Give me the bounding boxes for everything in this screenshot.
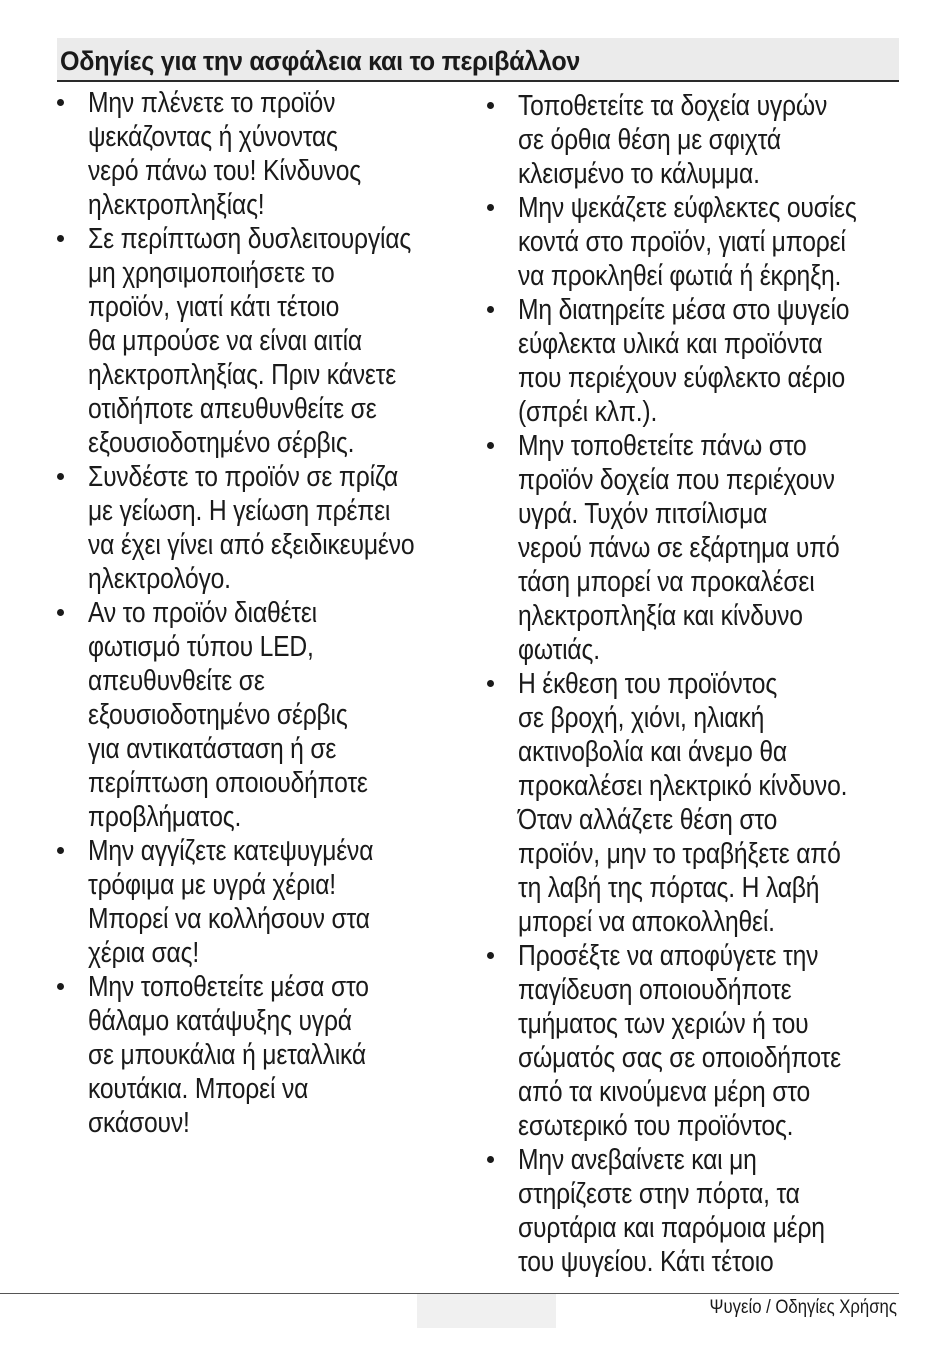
list-item-line: για αντικατάσταση ή σε: [88, 733, 337, 765]
list-item-line: Τοποθετείτε τα δοχεία υγρών: [518, 90, 828, 122]
list-item-line: Σε περίπτωση δυσλειτουργίας: [88, 223, 412, 255]
right-column-list: [487, 89, 917, 1279]
list-item-line: μη χρησιμοποιήσετε το: [88, 257, 335, 289]
list-item-line: νερό πάνω του! Κίνδυνος: [88, 155, 361, 187]
bullet-icon: [487, 952, 494, 959]
list-item-line: μπορεί να αποκολληθεί.: [518, 906, 775, 938]
list-item-line: Μην αγγίζετε κατεψυγμένα: [88, 835, 374, 867]
list-item: [487, 293, 917, 429]
list-item-line: συρτάρια και παρόμοια μέρη: [518, 1212, 825, 1244]
bullet-icon: [487, 1156, 494, 1163]
list-item-line: Συνδέστε το προϊόν σε πρίζα: [88, 461, 399, 493]
footer-page-tab: [417, 1294, 556, 1328]
list-item-line: ψεκάζοντας ή χύνοντας: [88, 121, 338, 153]
left-column-list: [57, 86, 477, 1140]
list-item: [57, 834, 477, 970]
bullet-icon: [487, 306, 494, 313]
bullet-icon: [57, 847, 64, 854]
list-item: [487, 429, 917, 667]
list-item: [57, 596, 477, 834]
list-item-line: εύφλεκτα υλικά και προϊόντα: [518, 328, 823, 360]
list-item-line: χέρια σας!: [88, 937, 200, 969]
list-item-line: να έχει γίνει από εξειδικευμένο: [88, 529, 415, 561]
list-item-line: σε μπουκάλια ή μεταλλικά: [88, 1039, 366, 1071]
bullet-icon: [57, 983, 64, 990]
list-item-line: εξουσιοδοτημένο σέρβις.: [88, 427, 355, 459]
list-item-line: προϊόν, μην το τραβήξετε από: [518, 838, 841, 870]
list-item-line: σώματός σας σε οποιοδήποτε: [518, 1042, 841, 1074]
list-item-line: παγίδευση οποιουδήποτε: [518, 974, 792, 1006]
list-item: [487, 191, 917, 293]
bullet-icon: [57, 473, 64, 480]
list-item: [487, 1143, 917, 1279]
list-item-line: κλεισμένο το κάλυμμα.: [518, 158, 760, 190]
bullet-icon: [487, 204, 494, 211]
bullet-icon: [487, 102, 494, 109]
list-item-line: Μην τοποθετείτε πάνω στο: [518, 430, 807, 462]
list-item-line: του ψυγείου. Κάτι τέτοιο: [518, 1246, 774, 1278]
list-item-line: ακτινοβολία και άνεμο θα: [518, 736, 787, 768]
list-item: [57, 970, 477, 1140]
list-item-line: τρόφιμα με υγρά χέρια!: [88, 869, 336, 901]
list-item-line: θα μπρούσε να είναι αιτία: [88, 325, 363, 357]
list-item: [57, 460, 477, 596]
list-item-line: από τα κινούμενα μέρη στο: [518, 1076, 811, 1108]
list-item-line: τμήματος των χεριών ή του: [518, 1008, 809, 1040]
list-item-line: Μην πλένετε το προϊόν: [88, 87, 336, 119]
list-item-line: σκάσουν!: [88, 1107, 190, 1139]
list-item-line: σε βροχή, χιόνι, ηλιακή: [518, 702, 765, 734]
list-item: [57, 222, 477, 460]
list-item-line: προϊόν δοχεία που περιέχουν: [518, 464, 835, 496]
list-item-line: τη λαβή της πόρτας. Η λαβή: [518, 872, 820, 904]
list-item-line: περίπτωση οποιουδήποτε: [88, 767, 368, 799]
list-item-line: ηλεκτροπληξίας!: [88, 189, 265, 221]
list-item-line: Αν το προϊόν διαθέτει: [88, 597, 317, 629]
list-item-line: θάλαμο κατάψυξης υγρά: [88, 1005, 352, 1037]
list-item-line: κοντά στο προϊόν, γιατί μπορεί: [518, 226, 846, 258]
bullet-icon: [487, 680, 494, 687]
section-title: Οδηγίες για την ασφάλεια και το περιβάλλον: [60, 46, 581, 76]
list-item-line: Μπορεί να κολλήσουν στα: [88, 903, 370, 935]
bullet-icon: [57, 99, 64, 106]
list-item-line: ηλεκτροπληξίας. Πριν κάνετε: [88, 359, 397, 391]
section-header: [57, 38, 899, 82]
list-item-line: να προκληθεί φωτιά ή έκρηξη.: [518, 260, 842, 292]
list-item-line: απευθυνθείτε σε: [88, 665, 265, 697]
bullet-icon: [57, 235, 64, 242]
list-item: [487, 667, 917, 939]
list-item-line: που περιέχουν εύφλεκτο αέριο: [518, 362, 846, 394]
list-item-line: Μη διατηρείτε μέσα στο ψυγείο: [518, 294, 850, 326]
list-item-line: Η έκθεση του προϊόντος: [518, 668, 778, 700]
list-item-line: προκαλέσει ηλεκτρικό κίνδυνο.: [518, 770, 848, 802]
list-item-line: φωτισμό τύπου LED,: [88, 631, 314, 663]
list-item-line: Μην ψεκάζετε εύφλεκτες ουσίες: [518, 192, 857, 224]
list-item-line: (σπρέι κλπ.).: [518, 396, 658, 428]
list-item-line: ηλεκτρολόγο.: [88, 563, 231, 595]
list-item: [487, 89, 917, 191]
bullet-icon: [57, 609, 64, 616]
list-item-line: οτιδήποτε απευθυνθείτε σε: [88, 393, 377, 425]
list-item-line: Μην ανεβαίνετε και μη: [518, 1144, 757, 1176]
list-item-line: ηλεκτροπληξία και κίνδυνο: [518, 600, 803, 632]
list-item-line: με γείωση. Η γείωση πρέπει: [88, 495, 391, 527]
list-item-line: εσωτερικό του προϊόντος.: [518, 1110, 794, 1142]
list-item-line: τάση μπορεί να προκαλέσει: [518, 566, 815, 598]
list-item-line: φωτιάς.: [518, 634, 600, 666]
list-item-line: στηρίζεστε στην πόρτα, τα: [518, 1178, 800, 1210]
list-item-line: υγρά. Τυχόν πιτσίλισμα: [518, 498, 768, 530]
list-item-line: Μην τοποθετείτε μέσα στο: [88, 971, 369, 1003]
list-item: [57, 86, 477, 222]
list-item-line: προβλήματος.: [88, 801, 242, 833]
footer-label: Ψυγείο / Οδηγίες Χρήσης: [709, 1297, 897, 1318]
list-item: [487, 939, 917, 1143]
list-item-line: εξουσιοδοτημένο σέρβις: [88, 699, 348, 731]
list-item-line: προϊόν, γιατί κάτι τέτοιο: [88, 291, 340, 323]
bullet-icon: [487, 442, 494, 449]
list-item-line: Προσέξτε να αποφύγετε την: [518, 940, 819, 972]
list-item-line: νερού πάνω σε εξάρτημα υπό: [518, 532, 840, 564]
list-item-line: Όταν αλλάζετε θέση στο: [518, 804, 778, 836]
list-item-line: σε όρθια θέση με σφιχτά: [518, 124, 781, 156]
list-item-line: κουτάκια. Μπορεί να: [88, 1073, 309, 1105]
